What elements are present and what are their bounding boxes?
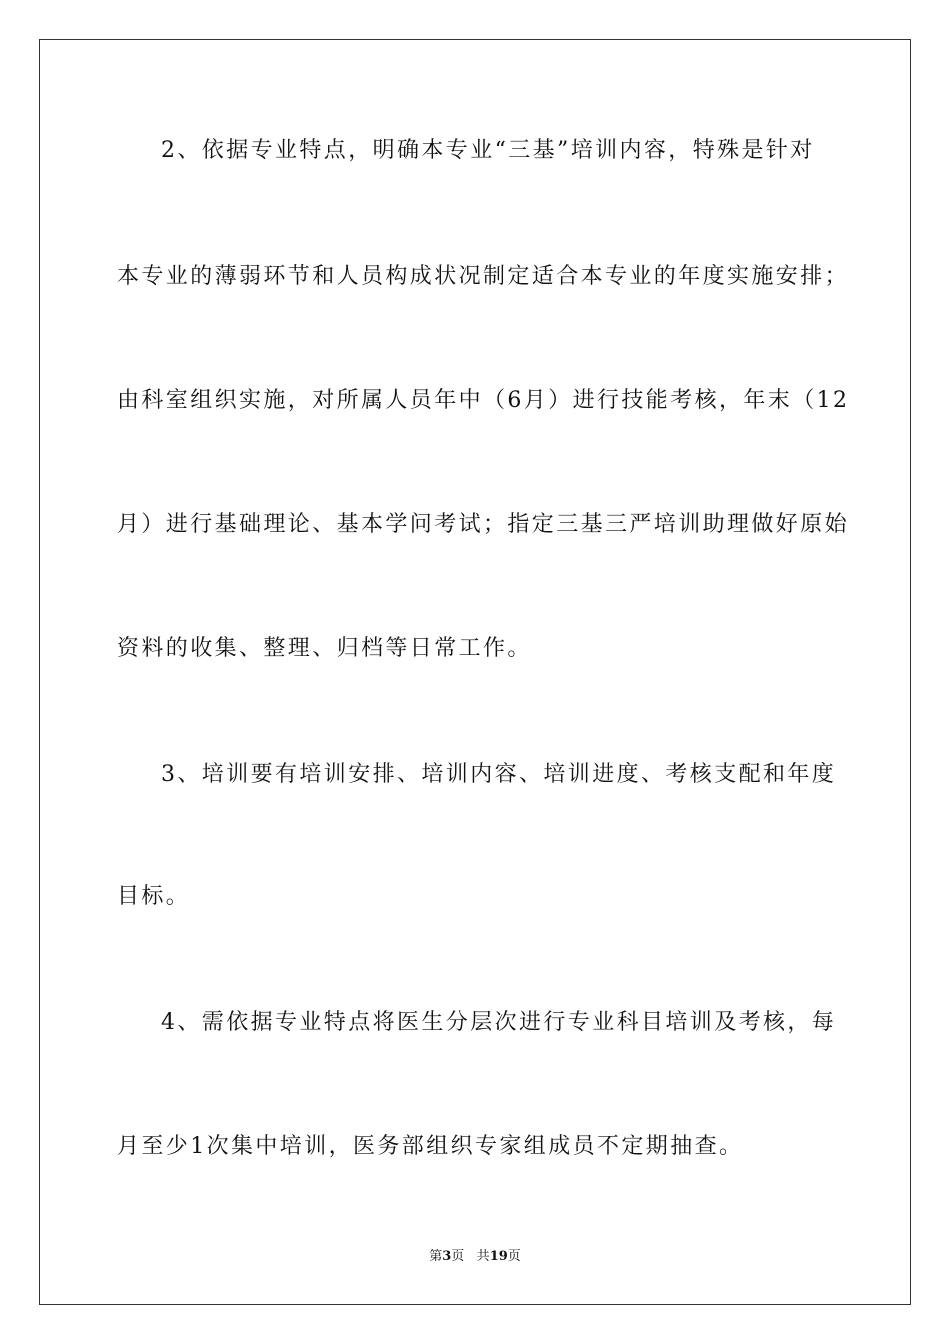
total-suffix: 页 (507, 1249, 521, 1264)
page-prefix: 第 (429, 1249, 443, 1264)
page-footer (0, 1245, 950, 1264)
paragraph-2-line-4: 月）进行基础理论、基本学问考试；指定三基三严培训助理做好原始 (117, 512, 850, 537)
total-prefix: 共 (476, 1249, 490, 1264)
page-suffix: 页 (451, 1249, 465, 1264)
page-number: 3 (442, 1249, 452, 1264)
paragraph-2-line-5: 资料的收集、整理、归档等日常工作。 (117, 636, 532, 661)
paragraph-3-line-2: 目标。 (117, 884, 191, 909)
paragraph-2-line-2: 本专业的薄弱环节和人员构成状况制定适合本专业的年度实施安排； (117, 264, 850, 289)
paragraph-4-line-1: 4、需依据专业特点将医生分层次进行专业科目培训及考核，每 (161, 1010, 837, 1035)
paragraph-2-line-1: 2、依据专业特点，明确本专业“三基”培训内容，特殊是针对 (161, 138, 815, 163)
total-pages: 19 (489, 1249, 508, 1264)
paragraph-2-line-3: 由科室组织实施，对所属人员年中（6月）进行技能考核，年末（12 (117, 388, 850, 413)
page-border (39, 39, 911, 1305)
paragraph-3-line-1: 3、培训要有培训安排、培训内容、培训进度、考核支配和年度 (161, 762, 837, 787)
paragraph-4-line-2: 月至少1次集中培训，医务部组织专家组成员不定期抽查。 (117, 1134, 744, 1159)
